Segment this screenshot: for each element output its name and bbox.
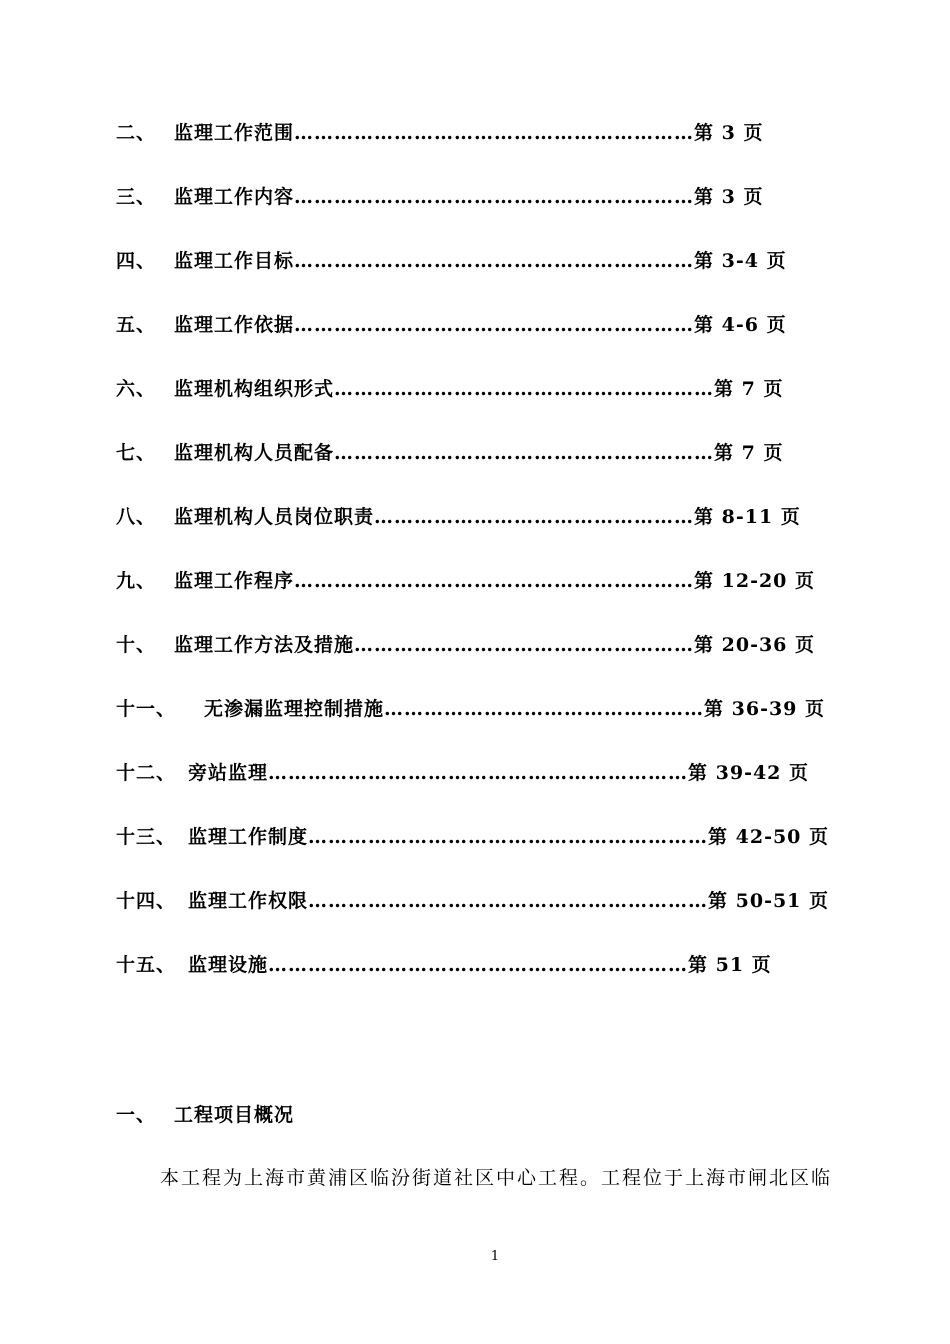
toc-item-title: 监理工作方法及措施 xyxy=(174,634,355,656)
toc-item-number: 十四、 xyxy=(116,890,177,912)
toc-item-title: 监理工作目标 xyxy=(174,250,295,272)
toc-item xyxy=(116,825,829,849)
toc-item-dots: …………………………………………… xyxy=(354,634,695,656)
toc-item-page: 第 39-42 页 xyxy=(688,762,810,784)
toc-item-dots: ……………………………………………………… xyxy=(268,762,689,784)
toc-item-page: 第 8-11 页 xyxy=(694,506,801,528)
section-heading xyxy=(116,1103,294,1127)
section-number: 一、 xyxy=(116,1104,157,1126)
toc-item-number: 八、 xyxy=(116,506,157,528)
toc-item xyxy=(116,121,763,145)
toc-item-title: 监理机构组织形式 xyxy=(174,378,335,400)
toc-item xyxy=(116,505,801,529)
toc-item-dots: …………………………………………………… xyxy=(294,186,695,208)
toc-item-dots: …………………………………………………… xyxy=(308,890,709,912)
toc-item-page: 第 3 页 xyxy=(694,186,764,208)
toc-item-number: 十二、 xyxy=(116,762,177,784)
section-title: 工程项目概况 xyxy=(174,1104,295,1126)
toc-item-number: 十五、 xyxy=(116,954,177,976)
toc-item-page: 第 3-4 页 xyxy=(694,250,787,272)
toc-item xyxy=(116,249,787,273)
toc-item-title: 旁站监理 xyxy=(188,762,269,784)
toc-item xyxy=(116,761,809,785)
toc-item-title: 监理设施 xyxy=(188,954,269,976)
toc-item-title: 监理工作内容 xyxy=(174,186,295,208)
page-number: 1 xyxy=(490,1249,500,1264)
toc-item xyxy=(116,953,772,977)
toc-item xyxy=(116,441,783,465)
toc-item-title: 监理工作程序 xyxy=(174,570,295,592)
toc-item-page: 第 50-51 页 xyxy=(708,890,830,912)
toc-item-page: 第 4-6 页 xyxy=(694,314,787,336)
toc-item-page: 第 7 页 xyxy=(714,378,784,400)
toc-item-dots: ………………………………………………… xyxy=(334,442,715,464)
body-paragraph: 本工程为上海市黄浦区临汾街道社区中心工程。工程位于上海市闸北区临 xyxy=(160,1167,833,1189)
toc-item-page: 第 42-50 页 xyxy=(708,826,830,848)
toc-item-page: 第 3 页 xyxy=(694,122,764,144)
toc-item-dots: …………………………………………………… xyxy=(294,122,695,144)
toc-item-number: 十三、 xyxy=(116,826,177,848)
toc-item-title: 无渗漏监理控制措施 xyxy=(204,698,385,720)
toc-item xyxy=(116,633,815,657)
toc-item-title: 监理工作权限 xyxy=(188,890,309,912)
toc-item-number: 四、 xyxy=(116,250,157,272)
toc-item-number: 二、 xyxy=(116,122,157,144)
toc-item-dots: ……………………………………………………… xyxy=(268,954,689,976)
toc-item-page: 第 20-36 页 xyxy=(694,634,816,656)
toc-item-page: 第 7 页 xyxy=(714,442,784,464)
toc-item-page: 第 12-20 页 xyxy=(694,570,816,592)
toc-item-page: 第 36-39 页 xyxy=(704,698,826,720)
toc-item-number: 七、 xyxy=(116,442,157,464)
toc-item xyxy=(116,313,787,337)
toc-item-title: 监理工作依据 xyxy=(174,314,295,336)
toc-item-dots: …………………………………………………… xyxy=(294,250,695,272)
toc-item-number: 十一、 xyxy=(116,698,177,720)
toc-item-dots: ………………………………………………… xyxy=(334,378,715,400)
toc-item-dots: …………………………………………………… xyxy=(294,570,695,592)
toc-item-title: 监理工作范围 xyxy=(174,122,295,144)
toc-item xyxy=(116,377,783,401)
toc-item-number: 三、 xyxy=(116,186,157,208)
toc-item-title: 监理工作制度 xyxy=(188,826,309,848)
toc-item-dots: …………………………………………………… xyxy=(294,314,695,336)
toc-item xyxy=(116,697,825,721)
toc-item-dots: …………………………………………………… xyxy=(308,826,709,848)
toc-item-title: 监理机构人员配备 xyxy=(174,442,335,464)
toc-item xyxy=(116,889,829,913)
toc-item-title: 监理机构人员岗位职责 xyxy=(174,506,375,528)
toc-item-number: 六、 xyxy=(116,378,157,400)
toc-item-dots: ………………………………………… xyxy=(384,698,705,720)
toc-item-number: 十、 xyxy=(116,634,157,656)
toc-item-number: 九、 xyxy=(116,570,157,592)
toc-item-dots: ………………………………………… xyxy=(374,506,695,528)
toc-item xyxy=(116,569,815,593)
toc-item-number: 五、 xyxy=(116,314,157,336)
toc-item-page: 第 51 页 xyxy=(688,954,772,976)
toc-item xyxy=(116,185,763,209)
